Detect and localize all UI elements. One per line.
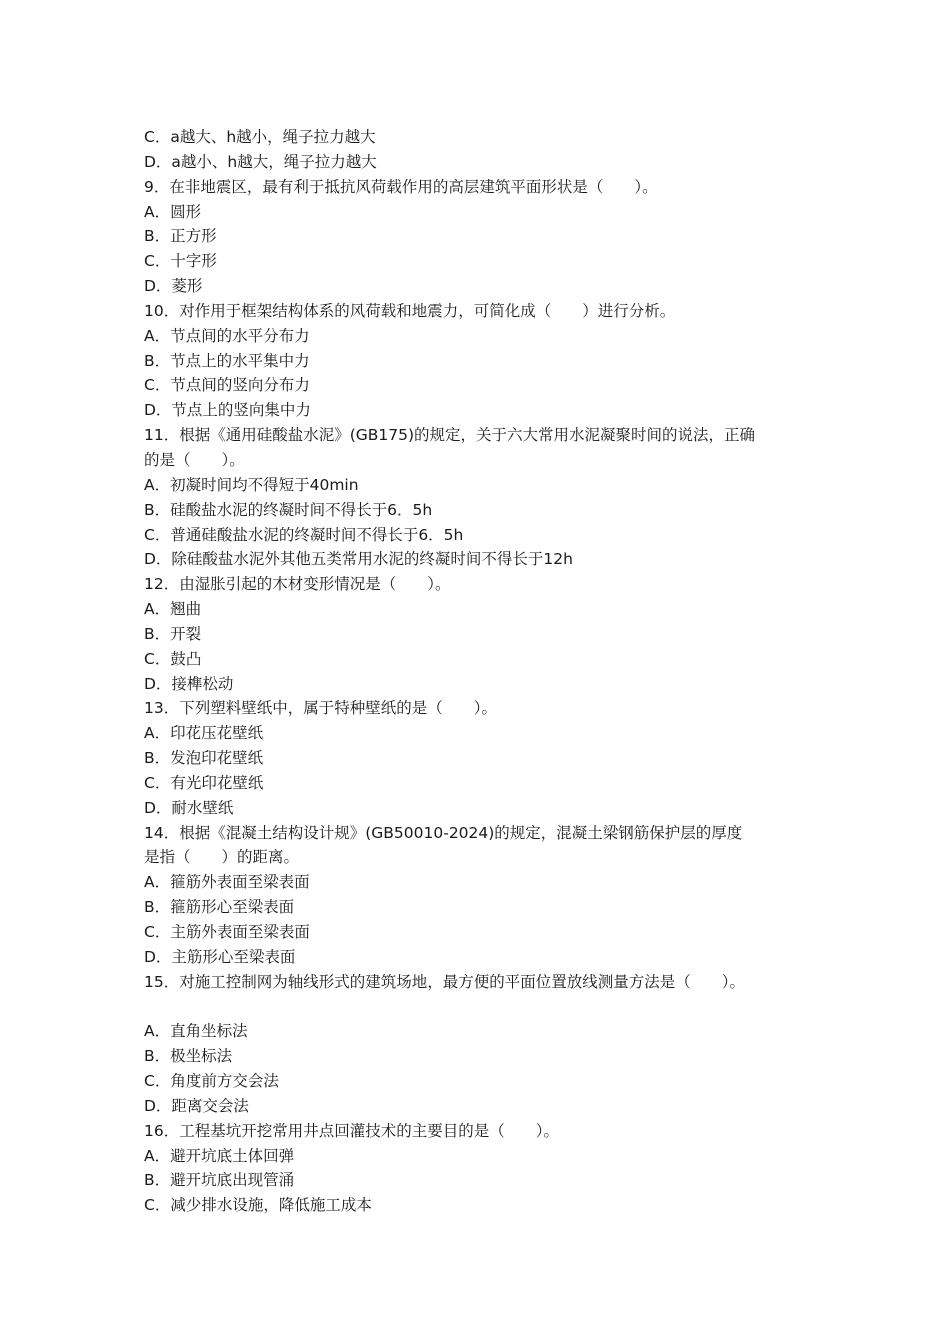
option-line: B．开裂 (144, 624, 202, 643)
option-line: D．菱形 (144, 277, 203, 296)
option-line: B．硅酸盐水泥的终凝时间不得长于6．5h (144, 500, 433, 519)
option-line: A．圆形 (144, 202, 202, 221)
option-line: D．主筋形心至梁表面 (144, 947, 296, 966)
option-line: B．正方形 (144, 227, 217, 246)
option-line: A．节点间的水平分布力 (144, 326, 310, 345)
option-line: C．角度前方交会法 (144, 1072, 279, 1091)
option-line: D．a越小、h越大，绳子拉力越大 (144, 152, 377, 171)
option-line: D．接榫松动 (144, 674, 234, 693)
question-line: 16．工程基坑开挖常用井点回灌技术的主要目的是（ ）。 (144, 1121, 559, 1140)
question-line: 9．在非地震区，最有利于抵抗风荷载作用的高层建筑平面形状是（ ）。 (144, 177, 658, 196)
option-line: C．减少排水设施，降低施工成本 (144, 1196, 372, 1215)
option-line: C．节点间的竖向分布力 (144, 376, 310, 395)
option-line: D．距离交会法 (144, 1096, 249, 1115)
question-line: 13．下列塑料壁纸中，属于特种壁纸的是（ ）。 (144, 699, 497, 718)
option-line: C．普通硅酸盐水泥的终凝时间不得长于6．5h (144, 525, 464, 544)
option-line: D．除硅酸盐水泥外其他五类常用水泥的终凝时间不得长于12h (144, 550, 573, 569)
option-line: A．避开坑底土体回弹 (144, 1146, 295, 1165)
option-line: A．印花压花壁纸 (144, 724, 264, 743)
blank-line (144, 995, 814, 1020)
document-page (144, 125, 814, 1218)
option-line: C．鼓凸 (144, 649, 202, 668)
option-line: D．节点上的竖向集中力 (144, 401, 311, 420)
option-line: A．翘曲 (144, 600, 202, 619)
question-line: 15．对施工控制网为轴线形式的建筑场地，最方便的平面位置放线测量方法是（ ）。 (144, 972, 745, 991)
option-line: B．箍筋形心至梁表面 (144, 898, 295, 917)
option-line: A．箍筋外表面至梁表面 (144, 873, 310, 892)
option-line: B．发泡印花壁纸 (144, 749, 264, 768)
option-line: C．主筋外表面至梁表面 (144, 923, 310, 941)
option-line: B．避开坑底出现管涌 (144, 1171, 295, 1190)
question-line-continued: 是指（ ）的距离。 (144, 848, 300, 867)
option-line: C．a越大、h越小，绳子拉力越大 (144, 128, 376, 146)
question-line: 10．对作用于框架结构体系的风荷载和地震力，可简化成（ ）进行分析。 (144, 301, 676, 320)
option-line: B．节点上的水平集中力 (144, 351, 310, 370)
option-line: C．有光印花壁纸 (144, 773, 264, 792)
question-line: 11．根据《通用硅酸盐水泥》(GB175)的规定，关于六大常用水泥凝聚时间的说法，正确 (144, 426, 756, 445)
option-line: C．十字形 (144, 252, 217, 271)
question-line: 14．根据《混凝土结构设计规》(GB50010-2024)的规定，混凝土梁钢筋保护层的厚度 (144, 823, 743, 842)
option-line: B．极坐标法 (144, 1047, 233, 1066)
option-line: A．初凝时间均不得短于40min (144, 475, 359, 494)
option-line: D．耐水壁纸 (144, 798, 234, 817)
question-line: 12．由湿胀引起的木材变形情况是（ ）。 (144, 575, 451, 594)
question-line-continued: 的是（ ）。 (144, 450, 245, 469)
option-line: A．直角坐标法 (144, 1022, 248, 1041)
